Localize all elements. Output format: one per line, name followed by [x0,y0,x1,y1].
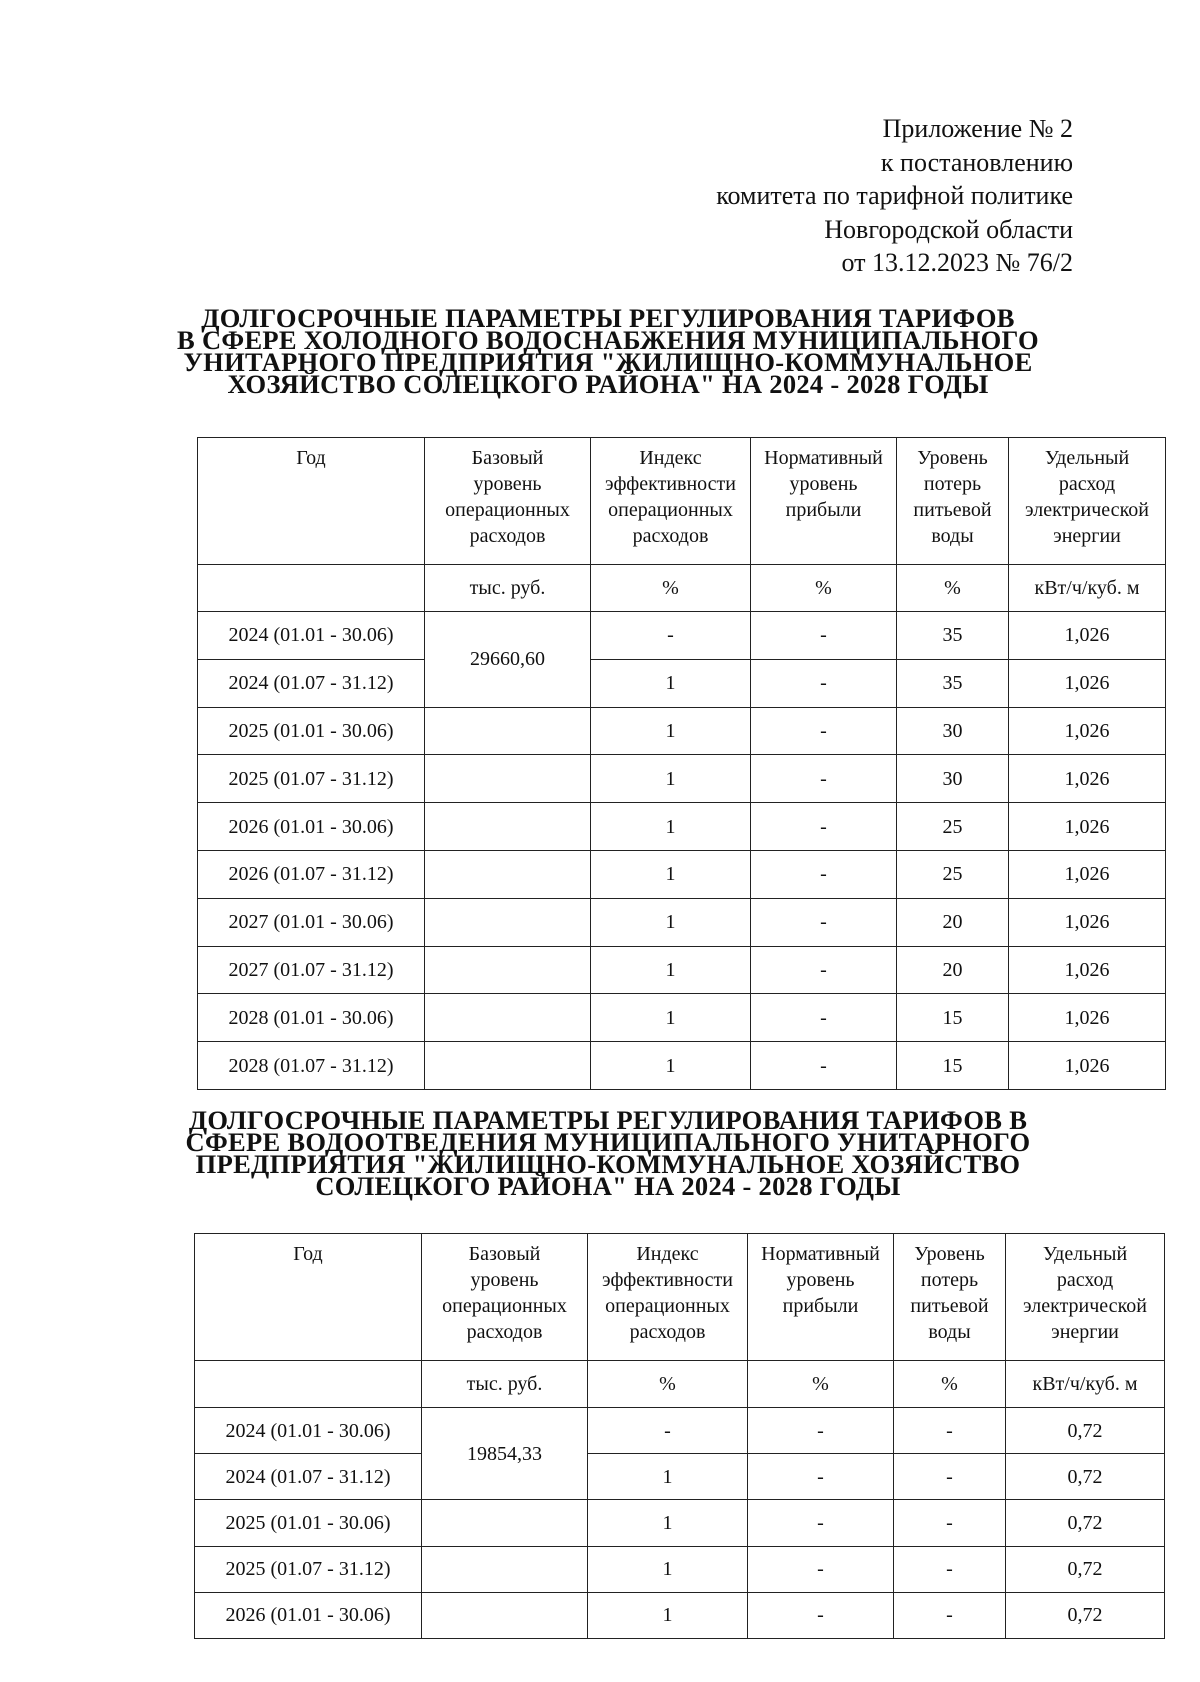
appendix-line: к постановлению [880,147,1073,177]
value-cell: 1,026 [1009,946,1166,994]
title-line: ДОЛГОСРОЧНЫЕ ПАРАМЕТРЫ РЕГУЛИРОВАНИЯ ТАРИФОВ В [188,1105,1028,1135]
value-cell: - [751,755,897,803]
column-header [1009,438,1166,565]
title-line: ХОЗЯЙСТВО СОЛЕЦКОГО РАЙОНА" НА 2024 - 2028 ГОДЫ [227,369,989,399]
value-cell: - [751,707,897,755]
period-cell: 2024 (01.07 - 31.12) [198,659,425,707]
base-opex-cell [425,803,591,851]
units-row [198,565,1166,612]
header-text: Базовый [471,447,544,469]
period-cell: 2025 (01.07 - 31.12) [198,755,425,803]
value-cell: - [751,994,897,1042]
column-header [425,438,591,565]
value-cell: - [751,946,897,994]
value-cell: 1 [588,1500,748,1546]
unit-cell: % [894,1361,1006,1408]
column-header [897,438,1009,565]
base-opex-cell: 29660,60 [425,612,591,708]
appendix-line: Новгородской области [824,214,1073,244]
value-cell: 1 [591,659,751,707]
header-text: уровень [789,473,858,495]
header-text: Год [296,447,326,469]
value-cell: 1 [591,946,751,994]
period-cell: 2025 (01.01 - 30.06) [198,707,425,755]
column-header [894,1234,1006,1361]
unit-cell: % [588,1361,748,1408]
title-line: ПРЕДПРИЯТИЯ "ЖИЛИЩНО-КОММУНАЛЬНОЕ ХОЗЯЙСТВО [195,1149,1021,1179]
value-cell: - [748,1408,894,1454]
header-text: Индекс [636,1243,699,1265]
value-cell: 30 [897,755,1009,803]
column-header [588,1234,748,1361]
table-row [198,612,1166,660]
table-row [198,946,1166,994]
title-line: СОЛЕЦКОГО РАЙОНА" НА 2024 - 2028 ГОДЫ [315,1171,901,1201]
title-line: В СФЕРЕ ХОЛОДНОГО ВОДОСНАБЖЕНИЯ МУНИЦИПАЛЬНОГО [177,325,1039,355]
base-opex-cell [425,707,591,755]
header-text: расходов [632,525,709,547]
section2-title [8,1105,1200,1201]
header-text: Уровень [914,1243,985,1265]
value-cell: - [591,612,751,660]
unit-cell: тыс. руб. [425,565,591,612]
title-line: ДОЛГОСРОЧНЫЕ ПАРАМЕТРЫ РЕГУЛИРОВАНИЯ ТАРИФОВ [201,303,1015,333]
header-text: операционных [608,499,733,521]
header-text: расходов [466,1321,543,1343]
base-opex-cell [425,755,591,803]
value-cell: - [894,1592,1006,1638]
value-cell: - [748,1592,894,1638]
header-text: прибыли [782,1295,859,1317]
header-text: операционных [605,1295,730,1317]
header-text: потерь [923,473,982,495]
appendix-line: от 13.12.2023 № 76/2 [841,248,1073,277]
value-cell: 1,026 [1009,707,1166,755]
period-cell: 2027 (01.01 - 30.06) [198,898,425,946]
unit-cell [195,1361,422,1408]
header-text: прибыли [785,499,862,521]
column-header [198,438,425,565]
value-cell: 20 [897,946,1009,994]
unit-cell: кВт/ч/куб. м [1006,1361,1165,1408]
header-text: Базовый [468,1243,541,1265]
header-text: расход [1058,473,1116,495]
period-cell: 2025 (01.01 - 30.06) [195,1500,422,1546]
value-cell: - [894,1408,1006,1454]
header-row [198,438,1166,565]
header-text: уровень [473,473,542,495]
table-row [198,755,1166,803]
units-row [195,1361,1165,1408]
value-cell: 1 [588,1454,748,1500]
period-cell: 2028 (01.07 - 31.12) [198,1042,425,1090]
value-cell: 1,026 [1009,850,1166,898]
base-opex-cell [425,850,591,898]
header-text: Индекс [639,447,702,469]
header-text: потерь [920,1269,979,1291]
value-cell: - [748,1500,894,1546]
table-row [198,994,1166,1042]
water-supply-table [197,437,1166,1090]
value-cell: 1 [591,850,751,898]
column-header [591,438,751,565]
value-cell: - [894,1546,1006,1592]
header-text: воды [931,525,974,547]
period-cell: 2026 (01.01 - 30.06) [198,803,425,851]
base-opex-cell [425,1042,591,1090]
table-row [195,1500,1165,1546]
value-cell: 1 [591,994,751,1042]
value-cell: 1,026 [1009,898,1166,946]
table-row [195,1592,1165,1638]
header-text: Нормативный [764,447,883,469]
column-header [195,1234,422,1361]
header-text: уровень [470,1269,539,1291]
column-header [1006,1234,1165,1361]
column-header [748,1234,894,1361]
table-row [198,659,1166,707]
appendix-line: Приложение № 2 [882,114,1073,143]
title-line: СФЕРЕ ВОДООТВЕДЕНИЯ МУНИЦИПАЛЬНОГО УНИТАРНОГО [185,1127,1031,1157]
period-cell: 2024 (01.01 - 30.06) [198,612,425,660]
table-row [198,850,1166,898]
period-cell: 2026 (01.01 - 30.06) [195,1592,422,1638]
base-opex-cell [425,898,591,946]
header-text: расходов [469,525,546,547]
value-cell: 1 [591,707,751,755]
period-cell: 2024 (01.01 - 30.06) [195,1408,422,1454]
value-cell: 1 [591,803,751,851]
period-cell: 2028 (01.01 - 30.06) [198,994,425,1042]
header-text: Удельный [1044,447,1130,469]
header-text: эффективности [604,473,736,495]
header-text: электрической [1023,1295,1147,1317]
value-cell: 1 [591,1042,751,1090]
wastewater-table [194,1233,1165,1639]
value-cell: 20 [897,898,1009,946]
value-cell: 0,72 [1006,1454,1165,1500]
table-row [195,1408,1165,1454]
value-cell: 35 [897,612,1009,660]
section1-title [8,303,1200,399]
value-cell: 0,72 [1006,1592,1165,1638]
header-text: операционных [442,1295,567,1317]
value-cell: - [748,1454,894,1500]
unit-cell: % [591,565,751,612]
header-text: Уровень [917,447,988,469]
base-opex-cell [422,1500,588,1546]
value-cell: - [748,1546,894,1592]
unit-cell: % [748,1361,894,1408]
base-opex-cell: 19854,33 [422,1408,588,1500]
unit-cell: кВт/ч/куб. м [1009,565,1166,612]
period-cell: 2027 (01.07 - 31.12) [198,946,425,994]
base-opex-cell [422,1546,588,1592]
base-opex-cell [422,1592,588,1638]
header-text: расходов [629,1321,706,1343]
header-text: энергии [1051,1321,1119,1343]
header-text: уровень [786,1269,855,1291]
table-row [198,707,1166,755]
table-row [198,1042,1166,1090]
unit-cell: % [751,565,897,612]
value-cell: 1,026 [1009,1042,1166,1090]
value-cell: 1,026 [1009,803,1166,851]
header-text: эффективности [601,1269,733,1291]
value-cell: 1 [588,1592,748,1638]
value-cell: - [894,1454,1006,1500]
header-row [195,1234,1165,1361]
value-cell: 15 [897,1042,1009,1090]
base-opex-cell [425,994,591,1042]
header-text: воды [928,1321,971,1343]
value-cell: 0,72 [1006,1546,1165,1592]
header-text: Удельный [1042,1243,1128,1265]
value-cell: 1 [591,755,751,803]
value-cell: 1,026 [1009,612,1166,660]
unit-cell: % [897,565,1009,612]
header-text: расход [1056,1269,1114,1291]
value-cell: 1,026 [1009,755,1166,803]
unit-cell [198,565,425,612]
value-cell: 1,026 [1009,994,1166,1042]
table-row [198,803,1166,851]
period-cell: 2026 (01.07 - 31.12) [198,850,425,898]
period-cell: 2024 (01.07 - 31.12) [195,1454,422,1500]
unit-cell: тыс. руб. [422,1361,588,1408]
table-row [195,1454,1165,1500]
period-cell: 2025 (01.07 - 31.12) [195,1546,422,1592]
column-header [751,438,897,565]
value-cell: 0,72 [1006,1408,1165,1454]
value-cell: - [751,1042,897,1090]
value-cell: 1 [591,898,751,946]
appendix-block [716,112,1073,280]
table-row [195,1546,1165,1592]
value-cell: 30 [897,707,1009,755]
header-text: операционных [445,499,570,521]
value-cell: - [894,1500,1006,1546]
header-text: питьевой [913,499,992,521]
title-line: УНИТАРНОГО ПРЕДПРИЯТИЯ "ЖИЛИЩНО-КОММУНАЛЬНОЕ [183,347,1033,377]
value-cell: - [751,850,897,898]
header-text: Год [293,1243,323,1265]
header-text: энергии [1053,525,1121,547]
table-row [198,898,1166,946]
value-cell: 0,72 [1006,1500,1165,1546]
value-cell: 25 [897,803,1009,851]
value-cell: - [751,803,897,851]
value-cell: 1,026 [1009,659,1166,707]
header-text: Нормативный [761,1243,880,1265]
appendix-line: комитета по тарифной политике [716,181,1073,210]
value-cell: 25 [897,850,1009,898]
value-cell: 15 [897,994,1009,1042]
header-text: электрической [1025,499,1149,521]
value-cell: - [588,1408,748,1454]
base-opex-cell [425,946,591,994]
value-cell: - [751,612,897,660]
header-text: питьевой [910,1295,989,1317]
column-header [422,1234,588,1361]
value-cell: - [751,659,897,707]
value-cell: 1 [588,1546,748,1592]
value-cell: - [751,898,897,946]
value-cell: 35 [897,659,1009,707]
